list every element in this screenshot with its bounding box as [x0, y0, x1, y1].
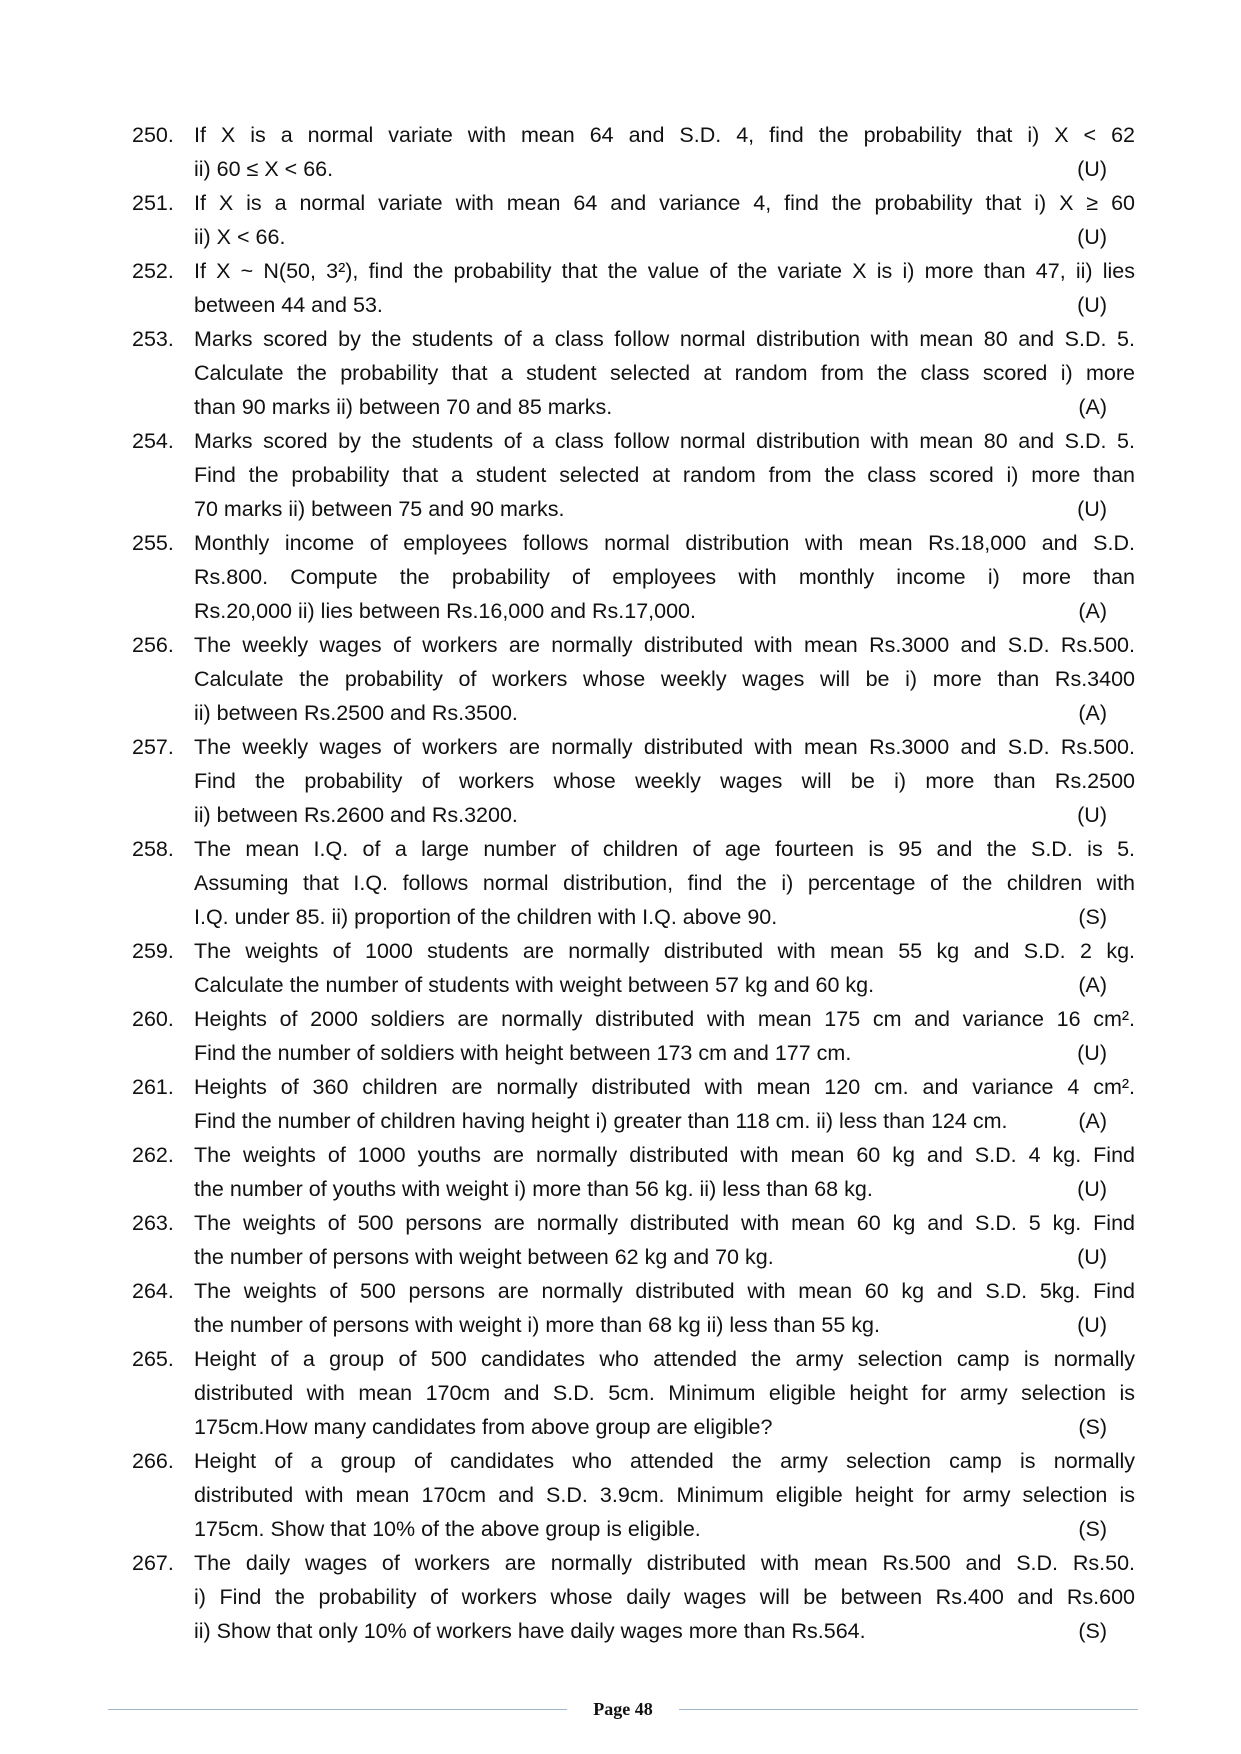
question-line: [194, 696, 1135, 730]
question-text: [194, 730, 1135, 832]
question-item: [132, 1342, 1135, 1444]
question-item: [132, 628, 1135, 730]
question-line: [194, 900, 1135, 934]
question-number: 265.: [132, 1347, 174, 1371]
question-number: 255.: [132, 531, 174, 555]
question-line: [194, 1172, 1135, 1206]
difficulty-tag: (A): [1078, 973, 1107, 997]
question-line: Heights of 360 children are normally distributed with mean 120 cm. and variance 4 cm².: [194, 1075, 1135, 1099]
question-line-text: ii) 60 ≤ X < 66.: [194, 157, 334, 181]
question-line: [194, 1036, 1135, 1070]
difficulty-tag: (U): [1077, 225, 1107, 249]
question-item: [132, 1138, 1135, 1206]
question-line-text: ii) Show that only 10% of workers have daily wages more than Rs.564.: [194, 1619, 866, 1643]
question-line: Assuming that I.Q. follows normal distribution, find the i) percentage of the children with: [194, 871, 1135, 895]
question-number: 256.: [132, 633, 174, 657]
question-item: [132, 186, 1135, 254]
difficulty-tag: (U): [1077, 157, 1107, 181]
question-text: [194, 1342, 1135, 1444]
question-line: [194, 492, 1135, 526]
question-text: [194, 832, 1135, 934]
question-line-text: Calculate the number of students with weight between 57 kg and 60 kg.: [194, 973, 875, 997]
question-line: The weekly wages of workers are normally distributed with mean Rs.3000 and S.D. Rs.500.: [194, 633, 1135, 657]
question-line: [194, 288, 1135, 322]
difficulty-tag: (S): [1078, 1619, 1107, 1643]
question-number: 252.: [132, 259, 174, 283]
question-line-text: ii) between Rs.2600 and Rs.3200.: [194, 803, 518, 827]
question-line: Heights of 2000 soldiers are normally distributed with mean 175 cm and variance 16 cm².: [194, 1007, 1135, 1031]
question-line-text: Find the number of children having height i) greater than 118 cm. ii) less than 124 cm.: [194, 1109, 1008, 1133]
question-number: 266.: [132, 1449, 174, 1473]
question-text: [194, 254, 1135, 322]
difficulty-tag: (U): [1077, 293, 1107, 317]
question-line-text: between 44 and 53.: [194, 293, 383, 317]
question-text: [194, 1274, 1135, 1342]
question-line: The weights of 1000 youths are normally distributed with mean 60 kg and S.D. 4 kg. Find: [194, 1143, 1135, 1167]
difficulty-tag: (A): [1078, 395, 1107, 419]
question-line: [194, 152, 1135, 186]
question-line-text: the number of persons with weight between 62 kg and 70 kg.: [194, 1245, 774, 1269]
footer-rule-right: [679, 1709, 1138, 1710]
difficulty-tag: (S): [1078, 1415, 1107, 1439]
difficulty-tag: (S): [1078, 905, 1107, 929]
footer-rule-left: [108, 1709, 567, 1710]
question-line: Calculate the probability that a student selected at random from the class scored i) more: [194, 361, 1135, 385]
question-number: 264.: [132, 1279, 174, 1303]
question-line: [194, 1308, 1135, 1342]
question-line: If X ~ N(50, 3²), find the probability that the value of the variate X is i) more than 47, ii) lies: [194, 259, 1135, 283]
question-item: [132, 934, 1135, 1002]
question-item: [132, 1002, 1135, 1070]
question-item: [132, 254, 1135, 322]
question-line: Rs.800. Compute the probability of employees with monthly income i) more than: [194, 565, 1135, 589]
page-footer: [108, 1694, 1138, 1724]
question-number: 260.: [132, 1007, 174, 1031]
question-number: 261.: [132, 1075, 174, 1099]
question-item: [132, 1444, 1135, 1546]
question-line: distributed with mean 170cm and S.D. 5cm. Minimum eligible height for army selection is: [194, 1381, 1135, 1405]
question-line-text: I.Q. under 85. ii) proportion of the children with I.Q. above 90.: [194, 905, 778, 929]
question-line: i) Find the probability of workers whose daily wages will be between Rs.400 and Rs.600: [194, 1585, 1135, 1609]
question-text: [194, 1138, 1135, 1206]
question-line: If X is a normal variate with mean 64 and variance 4, find the probability that i) X ≥ 60: [194, 191, 1135, 215]
question-text: [194, 322, 1135, 424]
question-line: [194, 1614, 1135, 1648]
question-line: Marks scored by the students of a class follow normal distribution with mean 80 and S.D. 5.: [194, 429, 1135, 453]
question-line: Calculate the probability of workers whose weekly wages will be i) more than Rs.3400: [194, 667, 1135, 691]
question-text: [194, 1206, 1135, 1274]
question-line: If X is a normal variate with mean 64 and S.D. 4, find the probability that i) X < 62: [194, 123, 1135, 147]
question-text: [194, 118, 1135, 186]
question-line: The weekly wages of workers are normally distributed with mean Rs.3000 and S.D. Rs.500.: [194, 735, 1135, 759]
question-line-text: Rs.20,000 ii) lies between Rs.16,000 and Rs.17,000.: [194, 599, 696, 623]
question-line: Find the probability that a student selected at random from the class scored i) more than: [194, 463, 1135, 487]
question-line-text: ii) X < 66.: [194, 225, 286, 249]
page-number: Page 48: [593, 1698, 653, 1719]
question-line-text: 70 marks ii) between 75 and 90 marks.: [194, 497, 565, 521]
question-line-text: Find the number of soldiers with height between 173 cm and 177 cm.: [194, 1041, 852, 1065]
question-line: distributed with mean 170cm and S.D. 3.9cm. Minimum eligible height for army selection is: [194, 1483, 1135, 1507]
difficulty-tag: (U): [1077, 1245, 1107, 1269]
question-number: 253.: [132, 327, 174, 351]
question-item: [132, 118, 1135, 186]
question-line: [194, 798, 1135, 832]
question-item: [132, 1546, 1135, 1648]
question-item: [132, 424, 1135, 526]
question-line: [194, 594, 1135, 628]
question-line: [194, 1410, 1135, 1444]
question-number: 251.: [132, 191, 174, 215]
question-number: 263.: [132, 1211, 174, 1235]
difficulty-tag: (S): [1078, 1517, 1107, 1541]
question-line: [194, 1240, 1135, 1274]
question-line-text: the number of youths with weight i) more than 56 kg. ii) less than 68 kg.: [194, 1177, 873, 1201]
question-item: [132, 1206, 1135, 1274]
question-item: [132, 730, 1135, 832]
question-number: 250.: [132, 123, 174, 147]
question-number: 262.: [132, 1143, 174, 1167]
difficulty-tag: (U): [1077, 1177, 1107, 1201]
question-text: [194, 1444, 1135, 1546]
question-line: [194, 390, 1135, 424]
question-list: [132, 118, 1135, 1648]
question-line: The weights of 500 persons are normally distributed with mean 60 kg and S.D. 5 kg. Find: [194, 1211, 1135, 1235]
question-number: 254.: [132, 429, 174, 453]
question-number: 267.: [132, 1551, 174, 1575]
question-text: [194, 186, 1135, 254]
question-line: The weights of 1000 students are normally distributed with mean 55 kg and S.D. 2 kg.: [194, 939, 1135, 963]
difficulty-tag: (U): [1077, 1313, 1107, 1337]
question-item: [132, 1274, 1135, 1342]
question-text: [194, 1002, 1135, 1070]
question-line: [194, 220, 1135, 254]
question-line-text: 175cm.How many candidates from above group are eligible?: [194, 1415, 773, 1439]
question-line: The mean I.Q. of a large number of children of age fourteen is 95 and the S.D. is 5.: [194, 837, 1135, 861]
question-text: [194, 628, 1135, 730]
question-item: [132, 322, 1135, 424]
question-line-text: than 90 marks ii) between 70 and 85 marks.: [194, 395, 613, 419]
question-line: Marks scored by the students of a class follow normal distribution with mean 80 and S.D. 5.: [194, 327, 1135, 351]
question-number: 257.: [132, 735, 174, 759]
question-text: [194, 424, 1135, 526]
question-item: [132, 832, 1135, 934]
question-line: [194, 968, 1135, 1002]
difficulty-tag: (A): [1078, 599, 1107, 623]
difficulty-tag: (U): [1077, 497, 1107, 521]
question-line: Height of a group of 500 candidates who attended the army selection camp is normally: [194, 1347, 1135, 1371]
question-line: The weights of 500 persons are normally distributed with mean 60 kg and S.D. 5kg. Find: [194, 1279, 1135, 1303]
question-text: [194, 934, 1135, 1002]
difficulty-tag: (U): [1077, 803, 1107, 827]
question-number: 258.: [132, 837, 174, 861]
question-text: [194, 1546, 1135, 1648]
question-line: The daily wages of workers are normally distributed with mean Rs.500 and S.D. Rs.50.: [194, 1551, 1135, 1575]
question-line-text: the number of persons with weight i) more than 68 kg ii) less than 55 kg.: [194, 1313, 880, 1337]
difficulty-tag: (A): [1078, 1109, 1107, 1133]
question-item: [132, 1070, 1135, 1138]
question-text: [194, 1070, 1135, 1138]
question-line: Monthly income of employees follows normal distribution with mean Rs.18,000 and S.D.: [194, 531, 1135, 555]
question-line: Height of a group of candidates who attended the army selection camp is normally: [194, 1449, 1135, 1473]
question-number: 259.: [132, 939, 174, 963]
question-text: [194, 526, 1135, 628]
question-line-text: 175cm. Show that 10% of the above group is eligible.: [194, 1517, 701, 1541]
difficulty-tag: (U): [1077, 1041, 1107, 1065]
question-line: [194, 1104, 1135, 1138]
difficulty-tag: (A): [1078, 701, 1107, 725]
question-line: Find the probability of workers whose weekly wages will be i) more than Rs.2500: [194, 769, 1135, 793]
question-item: [132, 526, 1135, 628]
question-line-text: ii) between Rs.2500 and Rs.3500.: [194, 701, 518, 725]
question-line: [194, 1512, 1135, 1546]
